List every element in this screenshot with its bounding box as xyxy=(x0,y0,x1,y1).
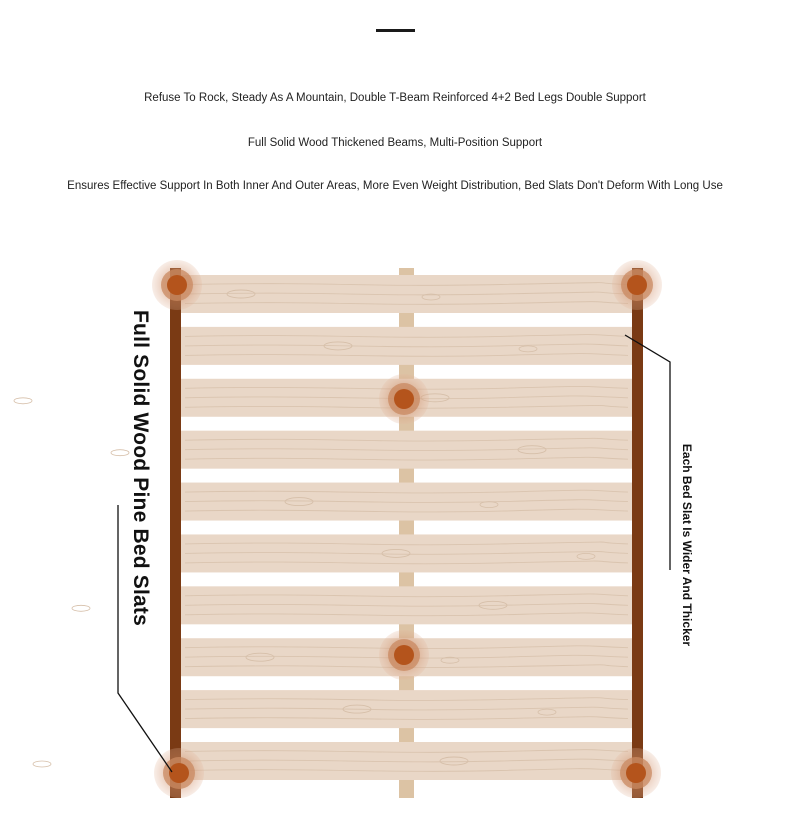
support-leg-outer xyxy=(612,260,662,310)
left-side-beam xyxy=(170,268,181,798)
bed-slat xyxy=(111,431,632,469)
bed-slat xyxy=(181,327,632,365)
support-leg-center xyxy=(379,374,429,424)
right-side-beam xyxy=(632,268,643,798)
wider-thicker-label: Each Bed Slat Is Wider And Thicker xyxy=(680,443,694,647)
headline-3: Ensures Effective Support In Both Inner And Outer Areas, More Even Weight Distribution, Bed Slats Don't Deform With Long Use xyxy=(67,180,723,192)
headline-1: Refuse To Rock, Steady As A Mountain, Double T-Beam Reinforced 4+2 Bed Legs Double Support xyxy=(144,92,646,104)
headline-2: Full Solid Wood Thickened Beams, Multi-Position Support xyxy=(247,137,543,149)
support-leg-outer xyxy=(611,748,661,798)
bed-slat xyxy=(181,534,632,572)
bed-slat xyxy=(33,742,632,780)
bed-slat xyxy=(181,690,632,728)
pine-slats-label: Full Solid Wood Pine Bed Slats xyxy=(129,310,152,626)
support-leg-center xyxy=(379,630,429,680)
bed-slat xyxy=(181,483,632,521)
bed-slat xyxy=(14,379,632,417)
support-leg-outer xyxy=(152,260,202,310)
bed-slat xyxy=(72,586,632,624)
bed-slat xyxy=(181,275,632,313)
